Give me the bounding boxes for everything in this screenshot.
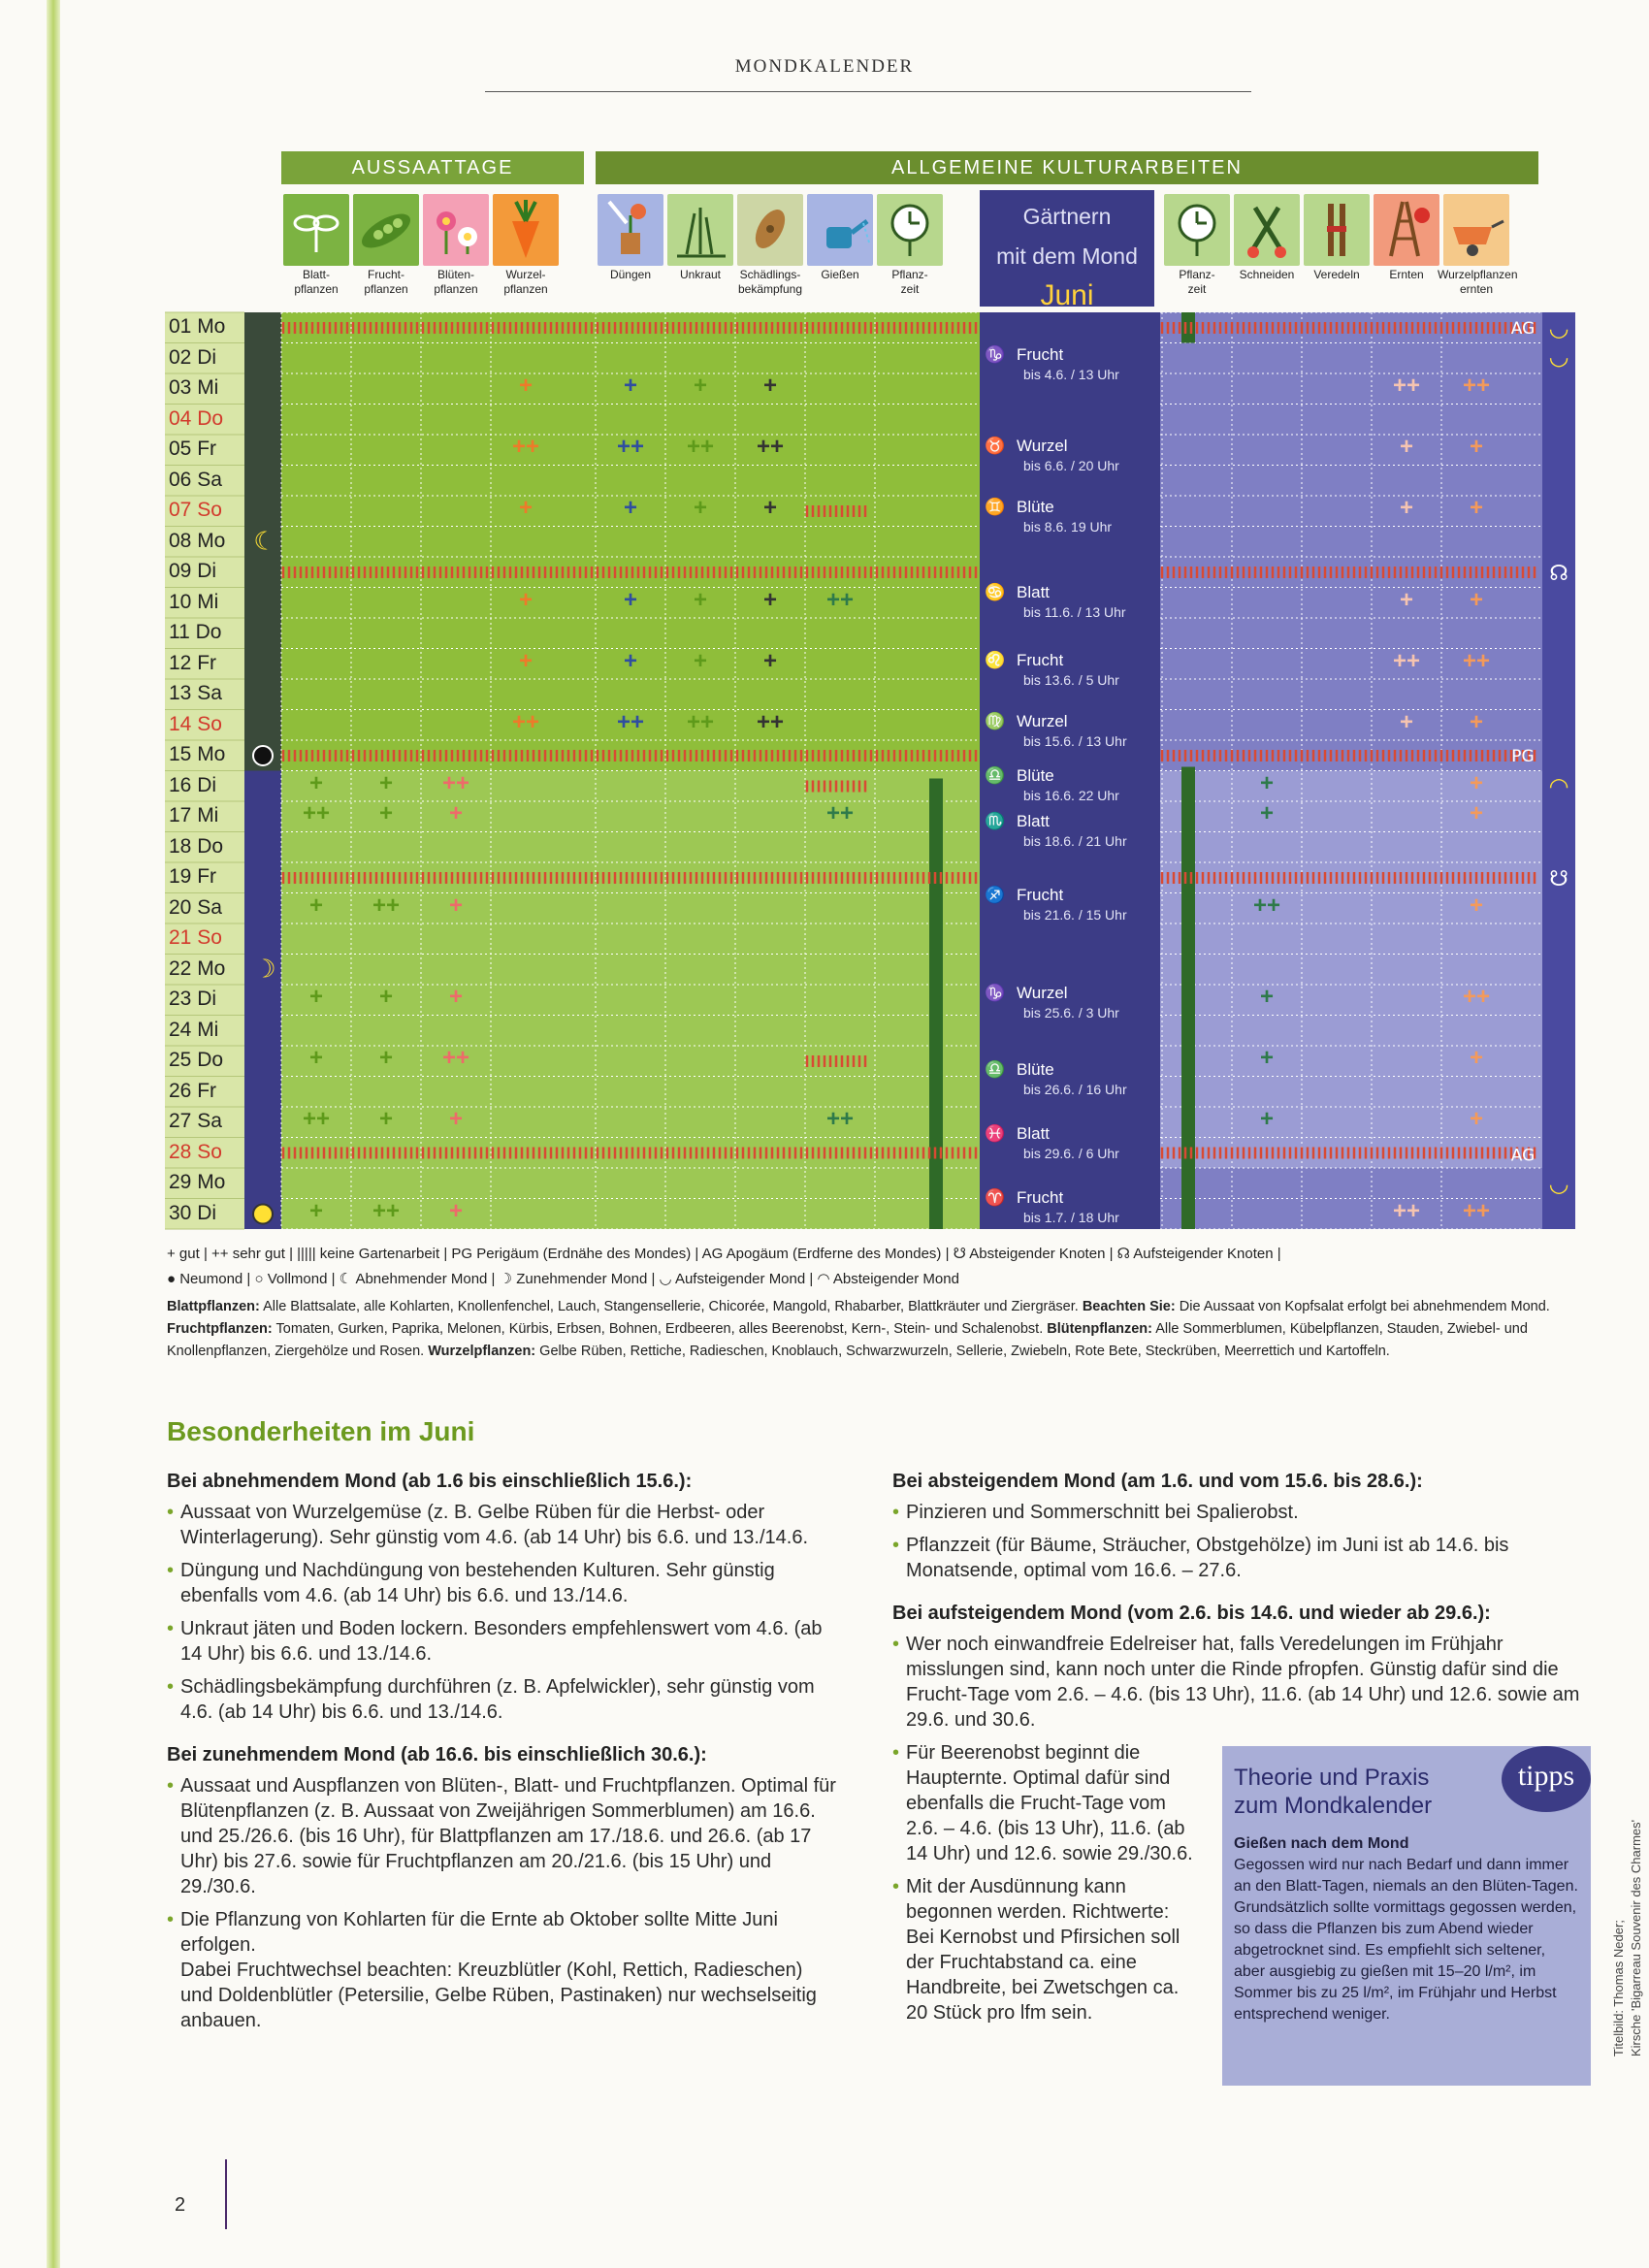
capricorn-icon: ♑ xyxy=(985,983,1006,1002)
ascending-moon-icon: ◡ xyxy=(1548,342,1569,371)
column-label: Gießen xyxy=(821,268,859,281)
day-label: 10 Mi xyxy=(169,590,219,613)
left-heading-2: Bei zunehmendem Mond (ab 16.6. bis einschließlich 30.6.): xyxy=(167,1744,707,1766)
rating-mark: + xyxy=(762,495,777,521)
rating-mark: + xyxy=(1469,800,1483,826)
rating-mark: ++ xyxy=(1462,373,1491,399)
ascending-moon-icon: ◡ xyxy=(1548,314,1569,341)
rating-mark: + xyxy=(518,373,533,399)
zodiac-type: Blüte xyxy=(1017,766,1054,786)
virgin-icon: ♍ xyxy=(985,711,1006,730)
title-line-1: Gärtnern xyxy=(1022,204,1112,229)
zodiac-until: bis 26.6. / 16 Uhr xyxy=(1023,1081,1127,1097)
rating-mark: + xyxy=(1469,891,1483,919)
column-label: Frucht- pflanzen xyxy=(364,268,408,296)
day-label: 03 Mi xyxy=(169,376,219,399)
day-label: 29 Mo xyxy=(169,1171,226,1193)
list-item: • Aussaat von Wurzelgemüse (z. B. Gelbe Rüben für die Herbst- oder Winterlagerung). Sehr günstig vom 4.6. (ab 14 Uhr) bis 6.6. und 13./14.6. xyxy=(167,1500,836,1550)
zodiac-type: Blüte xyxy=(1017,498,1054,516)
day-label: 14 So xyxy=(169,712,222,735)
day-label: 01 Mo xyxy=(169,315,226,338)
def-wurzel-heading: Wurzelpflanzen: xyxy=(428,1344,536,1359)
zodiac-entry xyxy=(980,345,1160,382)
tip-subheading: Gießen nach dem Mond xyxy=(1234,1835,1409,1852)
day-label: 04 Do xyxy=(169,406,224,430)
column-label: Blüten- pflanzen xyxy=(434,268,478,296)
def-blatt: Alle Blattsalate, alle Kohlarten, Knollenfenchel, Lauch, Stangensellerie, Chicorée, Mangold, Rhabarber, Blattkräuter und Ziergräser. xyxy=(259,1299,1083,1314)
rating-mark: ++ xyxy=(756,708,785,735)
rating-mark: + xyxy=(1469,586,1483,613)
rating-mark: ++ xyxy=(1392,1197,1421,1224)
rating-mark: + xyxy=(378,984,393,1010)
month-label: Juni xyxy=(1040,279,1094,311)
zodiac-type: Blüte xyxy=(1017,1059,1054,1079)
waning-moon-icon: ☾ xyxy=(253,527,276,557)
def-frucht: Tomaten, Gurken, Paprika, Melonen, Kürbis, Erbsen, Bohnen, Erdbeeren, alles Beerenobst, Kern-, Stein- und Schalenobst. xyxy=(272,1321,1048,1337)
zodiac-until: bis 18.6. / 21 Uhr xyxy=(1023,833,1127,850)
column-label: Pflanz- zeit xyxy=(891,268,928,296)
tip-text: Gegossen wird nur nach Bedarf und dann immer an den Blatt-Tagen, niemals an den Blüten-Tagen. Grundsätzlich sollte vormittags gegossen werden, so dass die Pflanzen bis zum Abend wieder abgetrocknet sind. Es empfiehlt sich seltener, aber ausgiebig zu gießen mit 15–20 l/m², im Sommer bis zu 25 l/m², im Frühjahr und Herbst entsprechend weniger. xyxy=(1234,1857,1578,2023)
rating-mark: + xyxy=(448,891,463,919)
zodiac-entry xyxy=(980,583,1160,620)
twins-icon: ♊ xyxy=(985,498,1006,516)
zodiac-type: Blatt xyxy=(1017,1123,1051,1143)
def-bluete: Alle Sommerblumen, Kübelpflanzen, Stauden, Zwiebel- und Knollenpflanzen, Ziergehölze und Rosen. xyxy=(167,1321,1528,1359)
day-label: 09 Di xyxy=(169,560,217,582)
zodiac-entry xyxy=(980,498,1160,535)
zodiac-until: bis 15.6. / 13 Uhr xyxy=(1023,732,1127,749)
scales-icon: ♎ xyxy=(985,766,1006,786)
descending-moon-icon: ◠ xyxy=(1548,772,1569,800)
archer-icon: ♐ xyxy=(985,886,1006,905)
rating-mark: + xyxy=(693,586,707,613)
pflanzzeit-bar xyxy=(1181,767,1195,1230)
day-label: 20 Sa xyxy=(169,895,222,919)
goat-icon: ♑ xyxy=(985,344,1006,364)
scorpion-icon: ♏ xyxy=(985,812,1006,831)
day-label: 26 Fr xyxy=(169,1079,217,1102)
rating-mark: + xyxy=(1399,434,1413,460)
ascending-moon-icon: ◡ xyxy=(1548,1170,1569,1197)
zodiac-until: bis 1.7. / 18 Uhr xyxy=(1023,1209,1119,1225)
scales2-icon: ♎ xyxy=(985,1059,1006,1079)
rating-mark: + xyxy=(1259,1045,1274,1071)
zodiac-entry xyxy=(980,437,1160,473)
title-line-2: mit dem Mond xyxy=(996,243,1138,269)
tips-badge: tipps xyxy=(1502,1746,1591,1812)
zodiac-entry xyxy=(980,984,1160,1021)
rating-mark: + xyxy=(1259,769,1274,796)
zodiac-until: bis 21.6. / 15 Uhr xyxy=(1023,907,1127,923)
rating-mark: ++ xyxy=(372,891,401,919)
rating-mark: ++ xyxy=(441,769,470,796)
rating-mark: ++ xyxy=(372,1197,401,1224)
rating-mark: + xyxy=(378,1106,393,1132)
day-label: 22 Mo xyxy=(169,956,226,980)
right-heading-1: Bei absteigendem Mond (am 1.6. und vom 15.6. bis 28.6.): xyxy=(892,1471,1423,1492)
waxing-moon-strip xyxy=(244,771,281,1230)
zodiac-type: Wurzel xyxy=(1017,983,1068,1002)
rating-mark: + xyxy=(518,647,533,674)
day-label: 23 Di xyxy=(169,988,217,1010)
rating-mark: + xyxy=(623,495,637,521)
day-label: 07 So xyxy=(169,499,222,521)
column-label: Unkraut xyxy=(679,268,722,281)
zodiac-until: bis 25.6. / 3 Uhr xyxy=(1023,1004,1119,1021)
band-kulturarbeiten: ALLGEMEINE KULTURARBEITEN xyxy=(596,151,1538,184)
node-column xyxy=(1542,312,1575,1229)
day-label: 16 Di xyxy=(169,773,217,796)
rating-mark: + xyxy=(518,495,533,521)
column-label: Schneiden xyxy=(1239,268,1295,281)
rating-mark: ++ xyxy=(756,434,785,460)
tip-title: Theorie und Praxis zum Mondkalender xyxy=(1234,1765,1433,1819)
rating-mark: + xyxy=(693,373,707,399)
page-header: MONDKALENDER xyxy=(734,56,915,77)
zodiac-entry xyxy=(980,1188,1160,1225)
rating-mark: ++ xyxy=(686,434,715,460)
full-moon-icon xyxy=(253,1205,273,1224)
rating-mark: + xyxy=(1259,984,1274,1010)
list-item: • Pinzieren und Sommerschnitt bei Spalierobst. xyxy=(892,1500,1581,1525)
zodiac-until: bis 13.6. / 5 Uhr xyxy=(1023,671,1119,688)
zodiac-type: Frucht xyxy=(1017,1187,1064,1207)
rating-mark: + xyxy=(1259,800,1274,826)
legend-line-1: + gut | ++ sehr gut | ||||| keine Gartenarbeit | PG Perigäum (Erdnähe des Mondes) | AG Apogäum (Erdferne des Mondes) | ☋ Absteigender Knoten | ☊ Aufsteigender Knoten | xyxy=(167,1246,1281,1262)
rating-mark: + xyxy=(378,769,393,796)
list-item: • Aussaat und Auspflanzen von Blüten-, Blatt- und Fruchtpflanzen. Optimal für Blütenpflanzen (z. B. Aussaat von Zweijährigen Sommerblumen) am 16.6. und 25./26.6. (bis 16 Uhr), für Blattpflanzen am 17./18.6. und 26.6. (ab 17 Uhr) bis 27.6. sowie für Fruchtpflanzen am 20./21.6. (bis 15 Uhr) und 29./30.6. xyxy=(167,1773,836,1899)
column-label: Veredeln xyxy=(1313,268,1360,281)
zodiac-type: Wurzel xyxy=(1017,437,1068,455)
def-frucht-heading: Fruchtpflanzen: xyxy=(167,1321,273,1337)
zodiac-type: Frucht xyxy=(1017,650,1064,669)
legend xyxy=(167,1242,1281,1292)
rating-mark: ++ xyxy=(511,708,540,735)
rating-mark: ++ xyxy=(825,800,855,826)
band-aussaattage: AUSSAATTAGE xyxy=(281,151,584,184)
def-blatt-heading: Blattpflanzen: xyxy=(167,1299,260,1314)
zodiac-until: bis 29.6. / 6 Uhr xyxy=(1023,1145,1119,1161)
rating-mark: + xyxy=(1469,434,1483,460)
day-label: 30 Di xyxy=(169,1201,217,1224)
zodiac-entry xyxy=(980,651,1160,688)
list-item: • Schädlingsbekämpfung durchführen (z. B. Apfelwickler), sehr günstig vom 4.6. (ab 14 Uhr) bis 6.6. und 13./14.6. xyxy=(167,1674,836,1725)
rating-mark: + xyxy=(762,586,777,613)
left-column xyxy=(167,1469,836,2037)
rating-mark: ++ xyxy=(1462,1197,1491,1224)
rating-mark: + xyxy=(308,1045,323,1071)
rating-mark: + xyxy=(1399,586,1413,613)
rating-mark: ++ xyxy=(616,434,645,460)
page-number-rule xyxy=(225,2159,227,2229)
rating-mark: + xyxy=(1399,708,1413,735)
rating-mark: ++ xyxy=(1392,373,1421,399)
day-label: 24 Mi xyxy=(169,1018,219,1041)
rating-mark: + xyxy=(1469,708,1483,735)
day-label: 13 Sa xyxy=(169,682,222,704)
apogee-marker: AG xyxy=(1510,1146,1536,1166)
list-item: • Düngung und Nachdüngung von bestehenden Kulturen. Sehr günstig ebenfalls vom 4.6. (ab 14 Uhr) bis 6.6. und 13./14.6. xyxy=(167,1558,836,1608)
day-label: 15 Mo xyxy=(169,743,226,765)
zodiac-entry xyxy=(980,1060,1160,1097)
rating-mark: ++ xyxy=(1462,647,1491,674)
rating-mark: + xyxy=(693,647,707,674)
fish-icon: ♓ xyxy=(985,1123,1006,1143)
rating-mark: + xyxy=(448,984,463,1010)
tip-body xyxy=(1234,1833,1579,2025)
day-label: 25 Do xyxy=(169,1049,224,1071)
column-label: Wurzel- pflanzen xyxy=(503,268,548,296)
day-label: 06 Sa xyxy=(169,468,222,491)
zodiac-entry xyxy=(980,766,1160,803)
rating-mark: ++ xyxy=(825,586,855,613)
day-label: 28 So xyxy=(169,1140,222,1163)
day-label: 27 Sa xyxy=(169,1110,222,1132)
rating-mark: ++ xyxy=(441,1045,470,1071)
def-beachten-heading: Beachten Sie: xyxy=(1082,1299,1176,1314)
rating-mark: + xyxy=(1469,1045,1483,1071)
rating-mark: + xyxy=(448,800,463,826)
right-heading-2: Bei aufsteigendem Mond (vom 2.6. bis 14.6. und wieder ab 29.6.): xyxy=(892,1603,1491,1624)
rating-mark: + xyxy=(623,647,637,674)
rating-mark: ++ xyxy=(302,1106,331,1132)
zodiac-type: Frucht xyxy=(1017,344,1064,364)
lion-icon: ♌ xyxy=(985,650,1006,669)
rating-mark: + xyxy=(1399,495,1413,521)
day-label: 21 So xyxy=(169,926,222,949)
plant-definitions xyxy=(167,1296,1583,1363)
waxing-moon-icon: ☽ xyxy=(253,955,276,985)
list-item: • Für Beerenobst beginnt die Haupternte. Optimal dafür sind ebenfalls die Frucht-Tage vom 2.6. – 4.6. (bis 13 Uhr), 11.6. (ab 14 Uhr) und 12.6. sowie 29./30.6. xyxy=(892,1740,1197,1866)
def-bluete-heading: Blütenpflanzen: xyxy=(1047,1321,1152,1337)
rating-mark: + xyxy=(1469,769,1483,796)
rating-mark: ++ xyxy=(1462,984,1491,1010)
zodiac-until: bis 8.6. 19 Uhr xyxy=(1023,519,1113,535)
rating-mark: + xyxy=(623,373,637,399)
rating-mark: ++ xyxy=(302,800,331,826)
section-title: Besonderheiten im Juni xyxy=(167,1416,475,1446)
photo-credit xyxy=(1610,1820,1645,2057)
new-moon-icon xyxy=(253,746,273,765)
zodiac-entry xyxy=(980,712,1160,749)
rating-mark: + xyxy=(1469,495,1483,521)
column-label: Pflanz- zeit xyxy=(1179,268,1215,296)
rating-mark: ++ xyxy=(825,1106,855,1132)
column-label: Wurzelpflanzen ernten xyxy=(1438,268,1518,296)
apogee-marker: AG xyxy=(1510,319,1536,339)
column-label: Schädlings- bekämpfung xyxy=(737,268,803,296)
bull-icon: ♉ xyxy=(985,437,1006,455)
page-number: 2 xyxy=(175,2194,186,2216)
day-label: 05 Fr xyxy=(169,437,217,460)
rating-mark: + xyxy=(762,647,777,674)
list-item: • Unkraut jäten und Boden lockern. Besonders empfehlenswert vom 4.6. (ab 14 Uhr) bis 6.6. und 13./14.6. xyxy=(167,1616,836,1667)
pflanzzeit-bar xyxy=(1181,312,1195,343)
list-item: • Mit der Ausdünnung kann begonnen werden. Richtwerte: Bei Kernobst und Pfirsichen soll der Fruchtabstand ca. eine Handbreite, bei Zwetschgen ca. 20 Stück pro lfm sein. xyxy=(892,1874,1197,2025)
zodiac-until: bis 6.6. / 20 Uhr xyxy=(1023,458,1119,473)
rating-mark: + xyxy=(378,1045,393,1071)
zodiac-entry xyxy=(980,886,1160,923)
ram-icon: ♈ xyxy=(985,1187,1006,1207)
rating-mark: + xyxy=(308,984,323,1010)
credit-line-1: Titelbild: Thomas Neder; xyxy=(1611,1920,1626,2057)
rating-mark: + xyxy=(448,1106,463,1132)
zodiac-type: Frucht xyxy=(1017,886,1064,905)
column-label: Blatt- pflanzen xyxy=(294,268,339,296)
column-label: Düngen xyxy=(609,268,652,281)
zodiac-type: Blatt xyxy=(1017,812,1051,831)
def-wurzel: Gelbe Rüben, Rettiche, Radieschen, Knoblauch, Schwarzwurzeln, Sellerie, Zwiebeln, Rote Bete, Steckrüben, Meerrettich und Kartoffeln. xyxy=(535,1344,1390,1359)
zodiac-type: Blatt xyxy=(1017,583,1051,602)
zodiac-entry xyxy=(980,1124,1160,1161)
list-item: • Wer noch einwandfreie Edelreiser hat, falls Veredelungen im Frühjahr misslungen sind, kann noch unter die Rinde pfropfen. Günstig dafür sind die Frucht-Tage vom 2.6. – 4.6. (bis 13 Uhr), 11.6. (ab 14 Uhr) und 12.6. sowie am 29.6. und 30.6. xyxy=(892,1632,1581,1733)
day-label: 11 Do xyxy=(169,621,222,643)
rating-mark: + xyxy=(378,800,393,826)
rating-mark: + xyxy=(762,373,777,399)
perigee-marker: PG xyxy=(1511,747,1535,766)
zodiac-until: bis 11.6. / 13 Uhr xyxy=(1023,604,1126,621)
descending-node-icon: ☋ xyxy=(1549,867,1568,891)
rating-mark: ++ xyxy=(511,434,540,460)
pflanzzeit-bar xyxy=(929,779,943,1230)
rating-mark: + xyxy=(308,769,323,796)
left-list-2 xyxy=(167,1773,836,1958)
list-item: • Die Pflanzung von Kohlarten für die Ernte ab Oktober sollte Mitte Juni erfolgen. xyxy=(167,1907,836,1958)
left-list-1 xyxy=(167,1500,836,1725)
zodiac-entry xyxy=(980,812,1160,849)
rating-mark: ++ xyxy=(1392,647,1421,674)
zodiac-until: bis 4.6. / 13 Uhr xyxy=(1023,366,1119,382)
zodiac-until: bis 16.6. 22 Uhr xyxy=(1023,788,1119,804)
credit-line-2: Kirsche 'Bigarreau Souvenir des Charmes' xyxy=(1629,1819,1643,2057)
left-heading-1: Bei abnehmendem Mond (ab 1.6 bis einschließlich 15.6.): xyxy=(167,1471,693,1492)
rating-mark: + xyxy=(693,495,707,521)
rating-mark: + xyxy=(1259,1106,1274,1132)
list-item: • Pflanzzeit (für Bäume, Sträucher, Obstgehölze) im Juni ist ab 14.6. bis Monatsende, optimal vom 16.6. – 27.6. xyxy=(892,1533,1581,1583)
day-label: 19 Fr xyxy=(169,865,217,888)
crab-icon: ♋ xyxy=(985,583,1006,602)
rating-mark: + xyxy=(448,1197,463,1224)
right-list-1 xyxy=(892,1500,1581,1583)
day-label: 08 Mo xyxy=(169,529,226,552)
rating-mark: + xyxy=(623,586,637,613)
rating-mark: ++ xyxy=(1252,891,1281,919)
def-beachten: Die Aussaat von Kopfsalat erfolgt bei abnehmendem Mond. xyxy=(1175,1299,1550,1314)
rating-mark: ++ xyxy=(686,708,715,735)
day-label: 12 Fr xyxy=(169,651,217,674)
legend-line-2: ● Neumond | ○ Vollmond | ☾ Abnehmender Mond | ☽ Zunehmender Mond | ◡ Aufsteigender Mond | ◠ Absteigender Mond xyxy=(167,1271,959,1287)
day-label: 02 Di xyxy=(169,345,217,369)
rating-mark: + xyxy=(518,586,533,613)
rating-mark: + xyxy=(308,1197,323,1224)
day-label: 17 Mi xyxy=(169,804,219,826)
rating-mark: + xyxy=(308,891,323,919)
column-label: Ernten xyxy=(1389,268,1424,281)
ascending-node-icon: ☊ xyxy=(1549,562,1568,586)
zodiac-type: Wurzel xyxy=(1017,711,1068,730)
day-label: 18 Do xyxy=(169,834,224,858)
rating-mark: ++ xyxy=(616,708,645,735)
rating-mark: + xyxy=(1469,1106,1483,1132)
left-paragraph: Dabei Fruchtwechsel beachten: Kreuzblütler (Kohl, Rettich, Radieschen) und Doldenblütler (Petersilie, Gelbe Rüben, Pastinaken) nur wechselseitig anbauen. xyxy=(180,1960,817,2031)
